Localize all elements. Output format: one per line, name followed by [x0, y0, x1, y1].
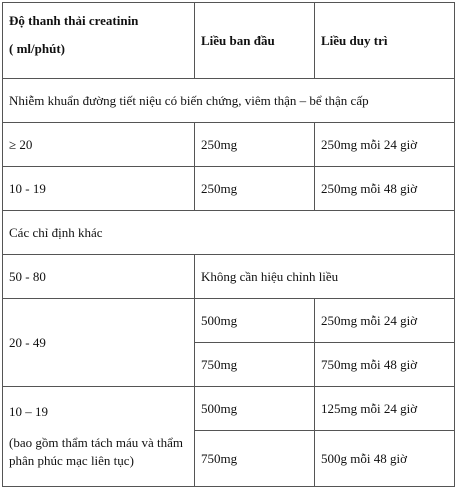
clearance-cell: 20 - 49 [3, 299, 195, 387]
section-title-uti: Nhiễm khuẩn đường tiết niệu có biến chứng, viêm thận – bể thận cấp [3, 79, 455, 123]
initial-dose-cell: 250mg [195, 167, 315, 211]
table-row [3, 123, 455, 167]
header-clearance-label: Độ thanh thải creatinin [9, 13, 139, 28]
maintenance-dose-cell: 500g mỗi 48 giờ [315, 431, 455, 487]
header-row [3, 3, 455, 79]
section-row [3, 79, 455, 123]
header-maintenance-dose: Liều duy trì [315, 3, 455, 79]
initial-dose-cell: 250mg [195, 123, 315, 167]
maintenance-dose-cell: 250mg mỗi 48 giờ [315, 167, 455, 211]
clearance-cell: 10 - 19 [3, 167, 195, 211]
initial-dose-cell: 500mg [195, 387, 315, 431]
maintenance-dose-cell: 250mg mỗi 24 giờ [315, 299, 455, 343]
clearance-cell [3, 387, 195, 487]
table-row [3, 387, 455, 431]
table-row [3, 255, 455, 299]
initial-dose-cell: 750mg [195, 343, 315, 387]
table-row [3, 167, 455, 211]
clearance-value: 10 – 19 [9, 403, 48, 419]
clearance-cell: 50 - 80 [3, 255, 195, 299]
maintenance-dose-cell: 250mg mỗi 24 giờ [315, 123, 455, 167]
header-clearance [3, 3, 195, 79]
header-clearance-unit: ( ml/phút) [9, 41, 65, 56]
maintenance-dose-cell: 750mg mỗi 48 giờ [315, 343, 455, 387]
table-row [3, 299, 455, 343]
dialysis-note: (bao gồm thẩm tách máu và thẩm phân phúc mạc liên tục) [9, 434, 184, 468]
maintenance-dose-cell: 125mg mỗi 24 giờ [315, 387, 455, 431]
initial-dose-cell: 750mg [195, 431, 315, 487]
clearance-cell: ≥ 20 [3, 123, 195, 167]
section-title-other: Các chỉ định khác [3, 211, 455, 255]
header-initial-dose: Liều ban đầu [195, 3, 315, 79]
initial-dose-cell: 500mg [195, 299, 315, 343]
dosage-table [2, 2, 455, 487]
no-adjustment-cell: Không cần hiệu chỉnh liều [195, 255, 455, 299]
section-row [3, 211, 455, 255]
